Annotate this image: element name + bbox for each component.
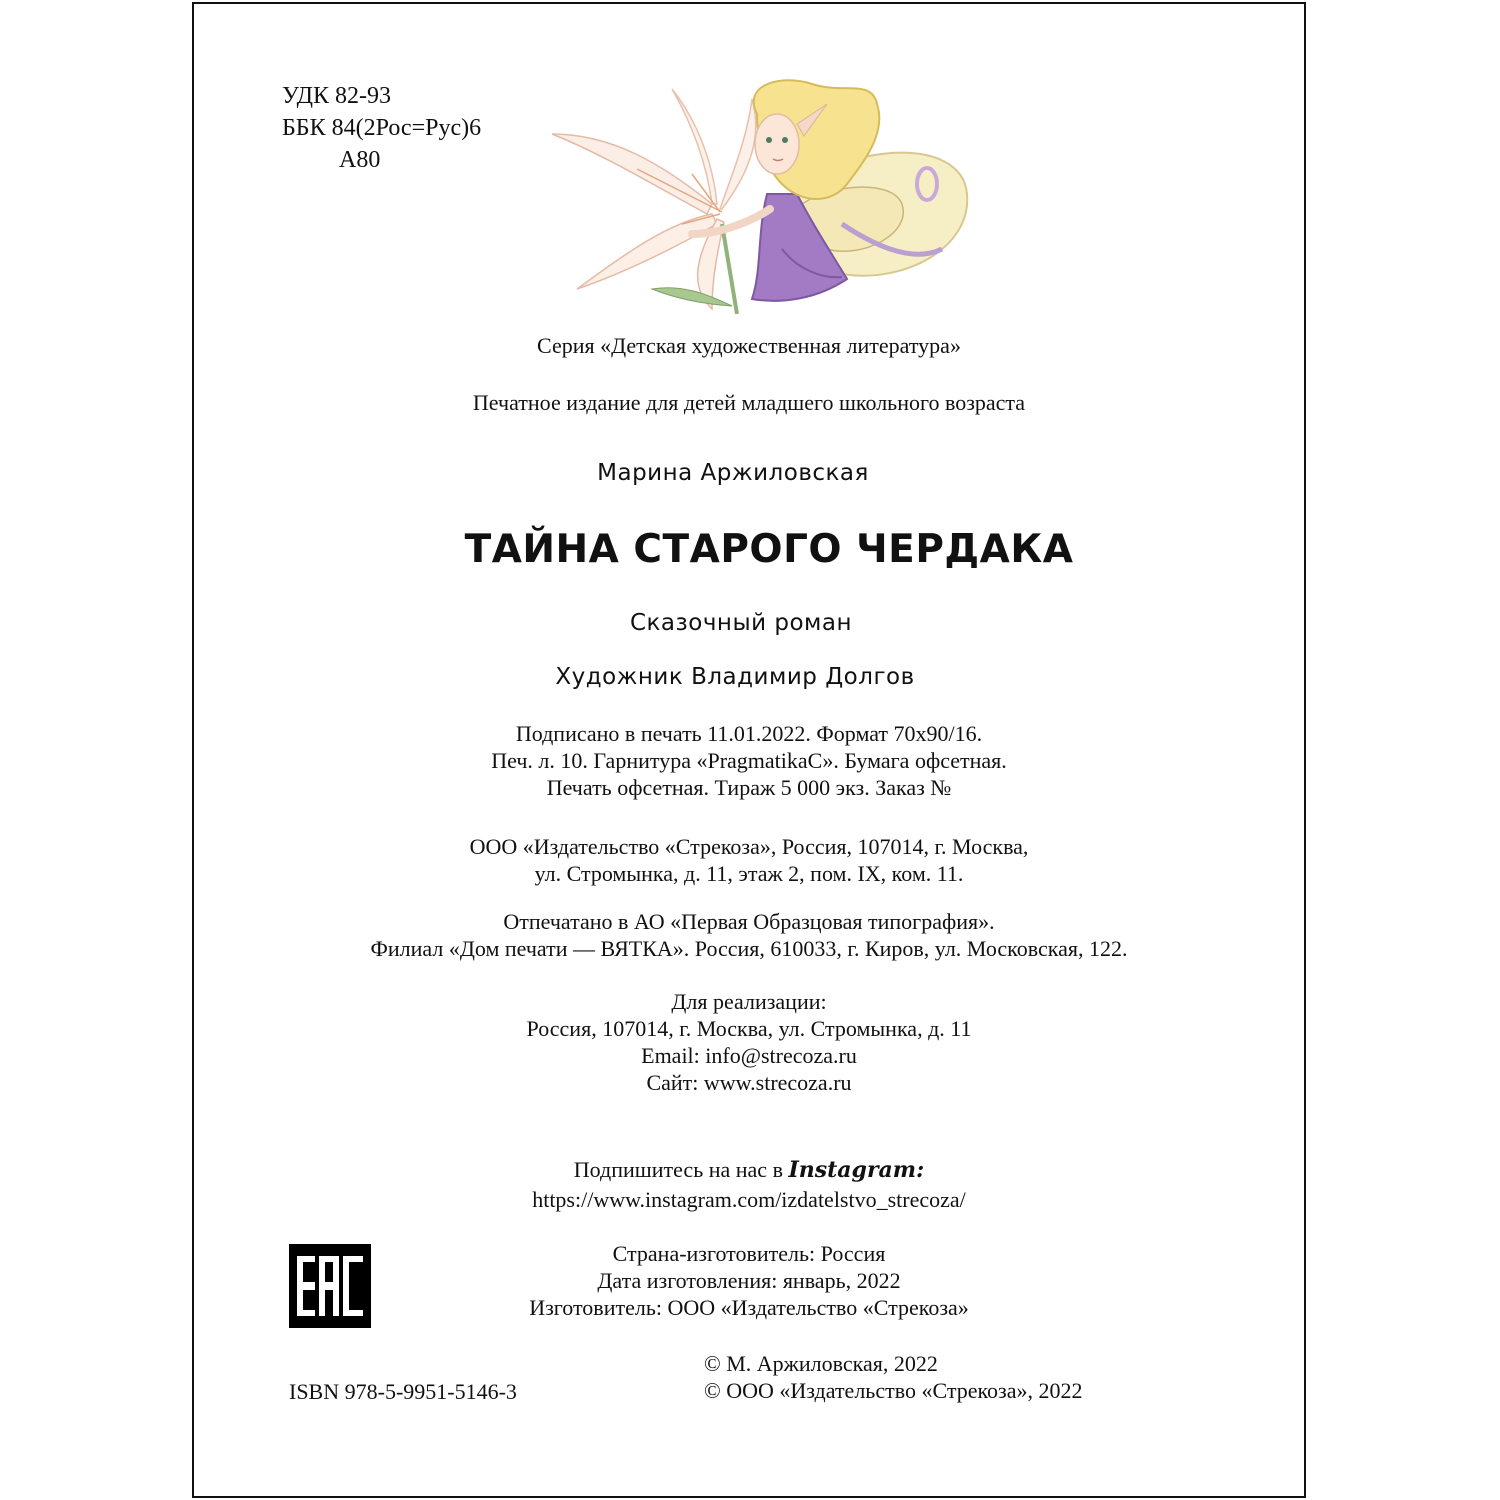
- fairy-lily-illustration: [542, 74, 977, 314]
- genre-line: Сказочный роман: [629, 610, 853, 636]
- author-name: Марина Аржиловская: [597, 460, 869, 486]
- manufacture-line: Страна-изготовитель: Россия: [612, 1241, 886, 1266]
- print-info-line: Печ. л. 10. Гарнитура «PragmatikaC». Бумага офсетная.: [491, 748, 1007, 773]
- udk-code: УДК 82-93: [282, 83, 391, 109]
- printer-line: Филиал «Дом печати — ВЯТКА». Россия, 610033, г. Киров, ул. Московская, 122.: [370, 936, 1128, 961]
- publisher-block: [194, 833, 1304, 887]
- distribution-block: [194, 988, 1304, 1096]
- isbn: ISBN 978-5-9951-5146-3: [289, 1379, 517, 1404]
- social-call: [194, 1156, 1304, 1184]
- manufacture-line: Дата изготовления: январь, 2022: [597, 1268, 901, 1293]
- page: [192, 2, 1306, 1498]
- copyright-block: [704, 1350, 1083, 1404]
- social-block: [194, 1156, 1304, 1213]
- print-info-block: [194, 720, 1304, 801]
- distribution-email: Email: info@strecoza.ru: [641, 1043, 857, 1068]
- copyright-line: © М. Аржиловская, 2022: [704, 1351, 938, 1376]
- social-prefix: Подпишитесь на нас в: [573, 1157, 789, 1182]
- illustrator-line: Художник Владимир Долгов: [555, 664, 915, 690]
- author-mark: А80: [339, 147, 381, 173]
- publisher-line: ул. Стромынка, д. 11, этаж 2, пом. IX, ком. 11.: [534, 861, 964, 886]
- instagram-label: Instagram:: [788, 1157, 925, 1183]
- distribution-line: Для реализации:: [671, 989, 827, 1014]
- publisher-line: ООО «Издательство «Стрекоза», Россия, 107014, г. Москва,: [469, 834, 1029, 859]
- distribution-site: Сайт: www.strecoza.ru: [646, 1070, 852, 1095]
- audience-line: Печатное издание для детей младшего школьного возраста: [472, 390, 1026, 415]
- instagram-url: https://www.instagram.com/izdatelstvo_strecoza/: [532, 1187, 966, 1212]
- printer-block: [194, 908, 1304, 962]
- distribution-line: Россия, 107014, г. Москва, ул. Стромынка, д. 11: [526, 1016, 972, 1041]
- printer-line: Отпечатано в АО «Первая Образцовая типография».: [503, 909, 995, 934]
- series-line: Серия «Детская художественная литература»: [537, 333, 961, 358]
- print-info-line: Подписано в печать 11.01.2022. Формат 70x90/16.: [515, 721, 983, 746]
- print-info-line: Печать офсетная. Тираж 5 000 экз. Заказ №: [546, 775, 952, 800]
- bbk-code: ББК 84(2Рос=Рус)6: [282, 115, 482, 141]
- book-title: ТАЙНА СТАРОГО ЧЕРДАКА: [464, 527, 1074, 572]
- manufacture-line: Изготовитель: ООО «Издательство «Стрекоза»: [529, 1295, 969, 1320]
- classification-block: [282, 80, 481, 176]
- copyright-line: © ООО «Издательство «Стрекоза», 2022: [704, 1378, 1083, 1403]
- eac-certification-icon: [289, 1244, 371, 1328]
